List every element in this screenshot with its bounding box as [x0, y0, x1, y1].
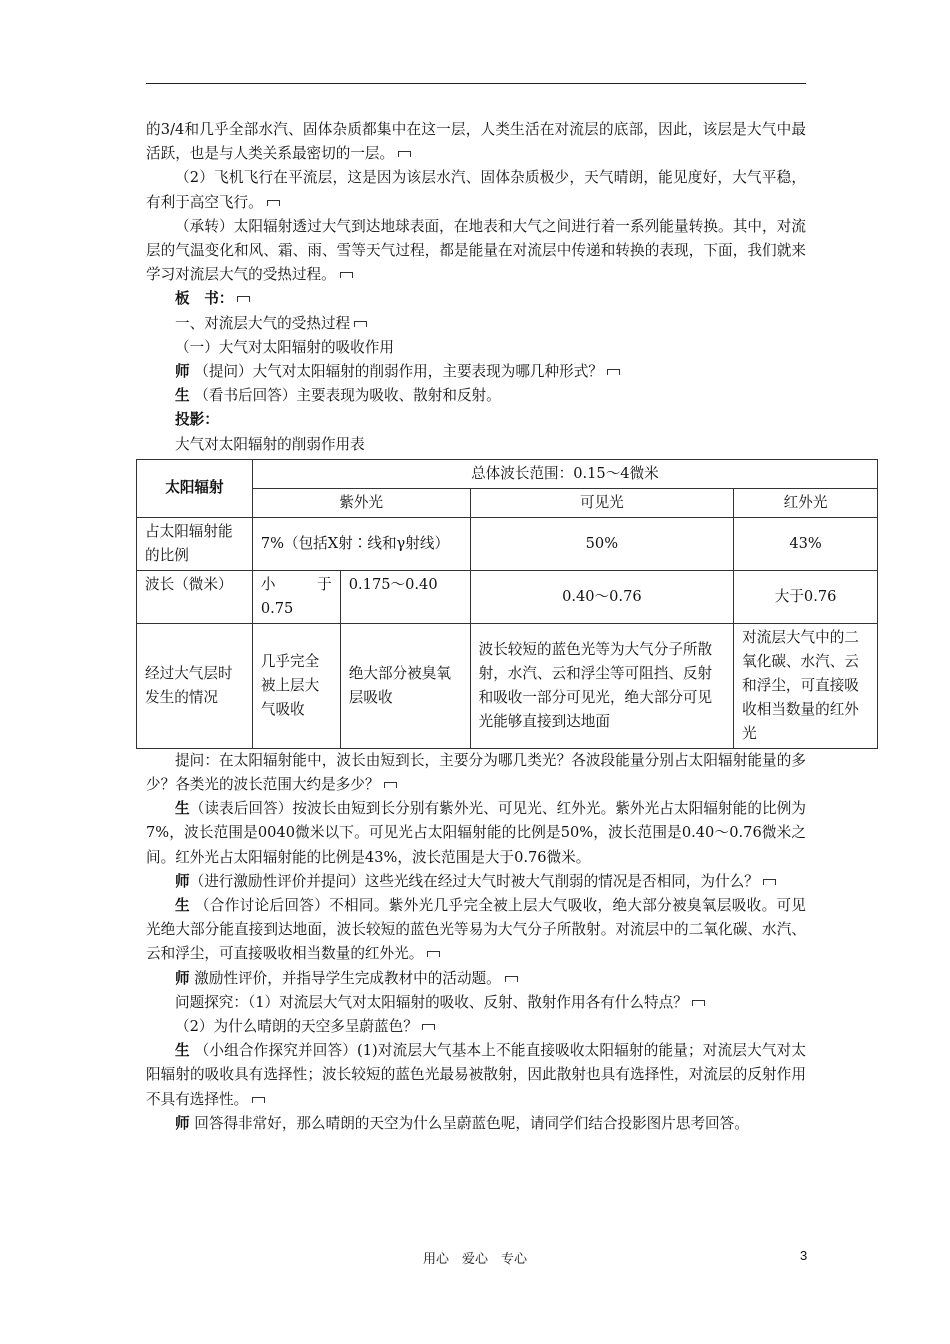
table-range-header: 总体波长范围：0.15～4微米	[252, 459, 877, 488]
paragraph-mark-icon	[252, 1097, 265, 1103]
student-answer-3: 生 （合作讨论后回答）不相同。紫外光几乎完全被上层大气吸收，绝大部分被臭氧层吸收。可见光绝大部分能直接到达地面，波长较短的蓝色光等易为大气分子所散射。对流层中的二氧化碳、水汽、云和浮尘，可直接吸收相当数量的红外光。	[146, 897, 806, 963]
student-answer-4: 生 （小组合作探究并回答）(1)对流层大气基本上不能直接吸收太阳辐射的能量；对流层大气对太阳辐射的吸收具有选择性；波长较短的蓝色光最易被散射，因此散射也具有选择性，对流层的反射作用不具有选择性。	[146, 1042, 806, 1108]
projection-label: 投影：	[175, 411, 219, 429]
footer-motto: 用心 爱心 专心	[422, 1252, 527, 1267]
paragraph-1: 的3/4和几乎全部水汽、固体杂质都集中在这一层，人类生活在对流层的底部，因此，该层是大气中最活跃，也是与人类关系最密切的一层。	[146, 121, 806, 163]
table-cell: 50%	[470, 517, 734, 570]
table-row	[137, 570, 878, 623]
paragraph-3: （承转）太阳辐射透过大气到达地球表面，在地表和大气之间进行着一系列能量转换。其中，对流层的气温变化和风、霜、雨、雪等天气过程，都是能量在对流层中传递和转换的表现，下面，我们就来学习对流层大气的受热过程。	[146, 217, 806, 284]
paragraph-mark-icon	[340, 272, 353, 278]
paragraph-mark-icon	[267, 200, 280, 206]
table-row-head: 经过大气层时发生的情况	[137, 623, 253, 748]
paragraph-mark-icon	[422, 1024, 435, 1030]
table-cell: 波长较短的蓝色光等为大气分子所散射，水汽、云和浮尘等可阻挡、反射和吸收一部分可见光，绝大部分可见光能够直接到达地面	[470, 623, 734, 748]
table-cell: 对流层大气中的二氧化碳、水汽、云和浮尘，可直接吸收相当数量的红外光	[734, 623, 878, 748]
table-ir-header: 红外光	[734, 488, 878, 517]
radiation-table	[136, 459, 878, 749]
table-uv-header: 紫外光	[252, 488, 470, 517]
page-number: 3	[800, 1248, 808, 1263]
heading-2: （一）大气对太阳辐射的吸收作用	[175, 338, 394, 356]
student-answer-2: 生（读表后回答）按波长由短到长分别有紫外光、可见光、红外光。紫外光占太阳辐射能的比例为7%，波长范围是0040微米以下。可见光占太阳辐射能的比例是50%，波长范围是0.40～0.76微米之间。红外光占太阳辐射能的比例是43%，波长范围是大于0.76微米。	[146, 800, 806, 866]
paragraph-mark-icon	[607, 369, 620, 375]
table-row	[137, 623, 878, 748]
table-row	[137, 459, 878, 488]
table-cell: 绝大部分被臭氧层吸收	[340, 623, 470, 748]
table-cell: 43%	[734, 517, 878, 570]
heading-1: 一、对流层大气的受热过程	[146, 312, 806, 336]
paragraph-mark-icon	[692, 1000, 705, 1006]
table-cell: 大于0.76	[734, 570, 878, 623]
teacher-question-3: 师（进行激励性评价并提问）这些光线在经过大气时被大气削弱的情况是否相同，为什么？	[146, 870, 806, 894]
table-cell: 小 于 0.75	[252, 570, 340, 623]
table-vis-header: 可见光	[470, 488, 734, 517]
teacher-question-1: 师 （提问）大气对太阳辐射的削弱作用，主要表现为哪几种形式？	[146, 360, 806, 384]
document-body	[145, 118, 859, 1136]
table-corner: 太阳辐射	[137, 459, 253, 517]
header-rule	[146, 83, 806, 84]
paragraph-mark-icon	[763, 879, 776, 885]
teacher-comment-1: 师 激励性评价，并指导学生完成教材中的活动题。	[146, 967, 806, 991]
board-label: 板 书：	[146, 287, 806, 311]
paragraph-mark-icon	[237, 296, 250, 302]
table-cell: 几乎完全被上层大气吸收	[252, 623, 340, 748]
paragraph-mark-icon	[505, 976, 518, 982]
student-answer-1: 生 （看书后回答）主要表现为吸收、散射和反射。	[175, 387, 501, 405]
inquiry-1: 问题探究：（1）对流层大气对太阳辐射的吸收、反射、散射作用各有什么特点？	[146, 991, 806, 1015]
table-row-head: 占太阳辐射能的比例	[137, 517, 253, 570]
table-title: 大气对太阳辐射的削弱作用表	[175, 435, 365, 453]
paragraph-mark-icon	[427, 951, 440, 957]
teacher-comment-2: 师 回答得非常好，那么晴朗的天空为什么呈蔚蓝色呢，请同学们结合投影图片思考回答。	[175, 1114, 749, 1132]
table-row-head: 波长（微米）	[137, 570, 253, 623]
paragraph-2: （2）飞机飞行在平流层，这是因为该层水汽、固体杂质极少，天气晴朗，能见度好，大气平稳，有利于高空飞行。	[146, 169, 806, 211]
paragraph-mark-icon	[354, 321, 367, 327]
table-cell: 7%（包括X射∶线和γ射线）	[252, 517, 470, 570]
paragraph-mark-icon	[398, 151, 411, 157]
question-2: 提问：在太阳辐射能中，波长由短到长，主要分为哪几类光？各波段能量分别占太阳辐射能量的多少？各类光的波长范围大约是多少？	[146, 751, 806, 794]
inquiry-2: （2）为什么晴朗的天空多呈蔚蓝色？	[146, 1015, 806, 1039]
table-cell: 0.175～0.40	[340, 570, 470, 623]
table-cell: 0.40～0.76	[470, 570, 734, 623]
table-row	[137, 517, 878, 570]
paragraph-mark-icon	[384, 782, 397, 788]
